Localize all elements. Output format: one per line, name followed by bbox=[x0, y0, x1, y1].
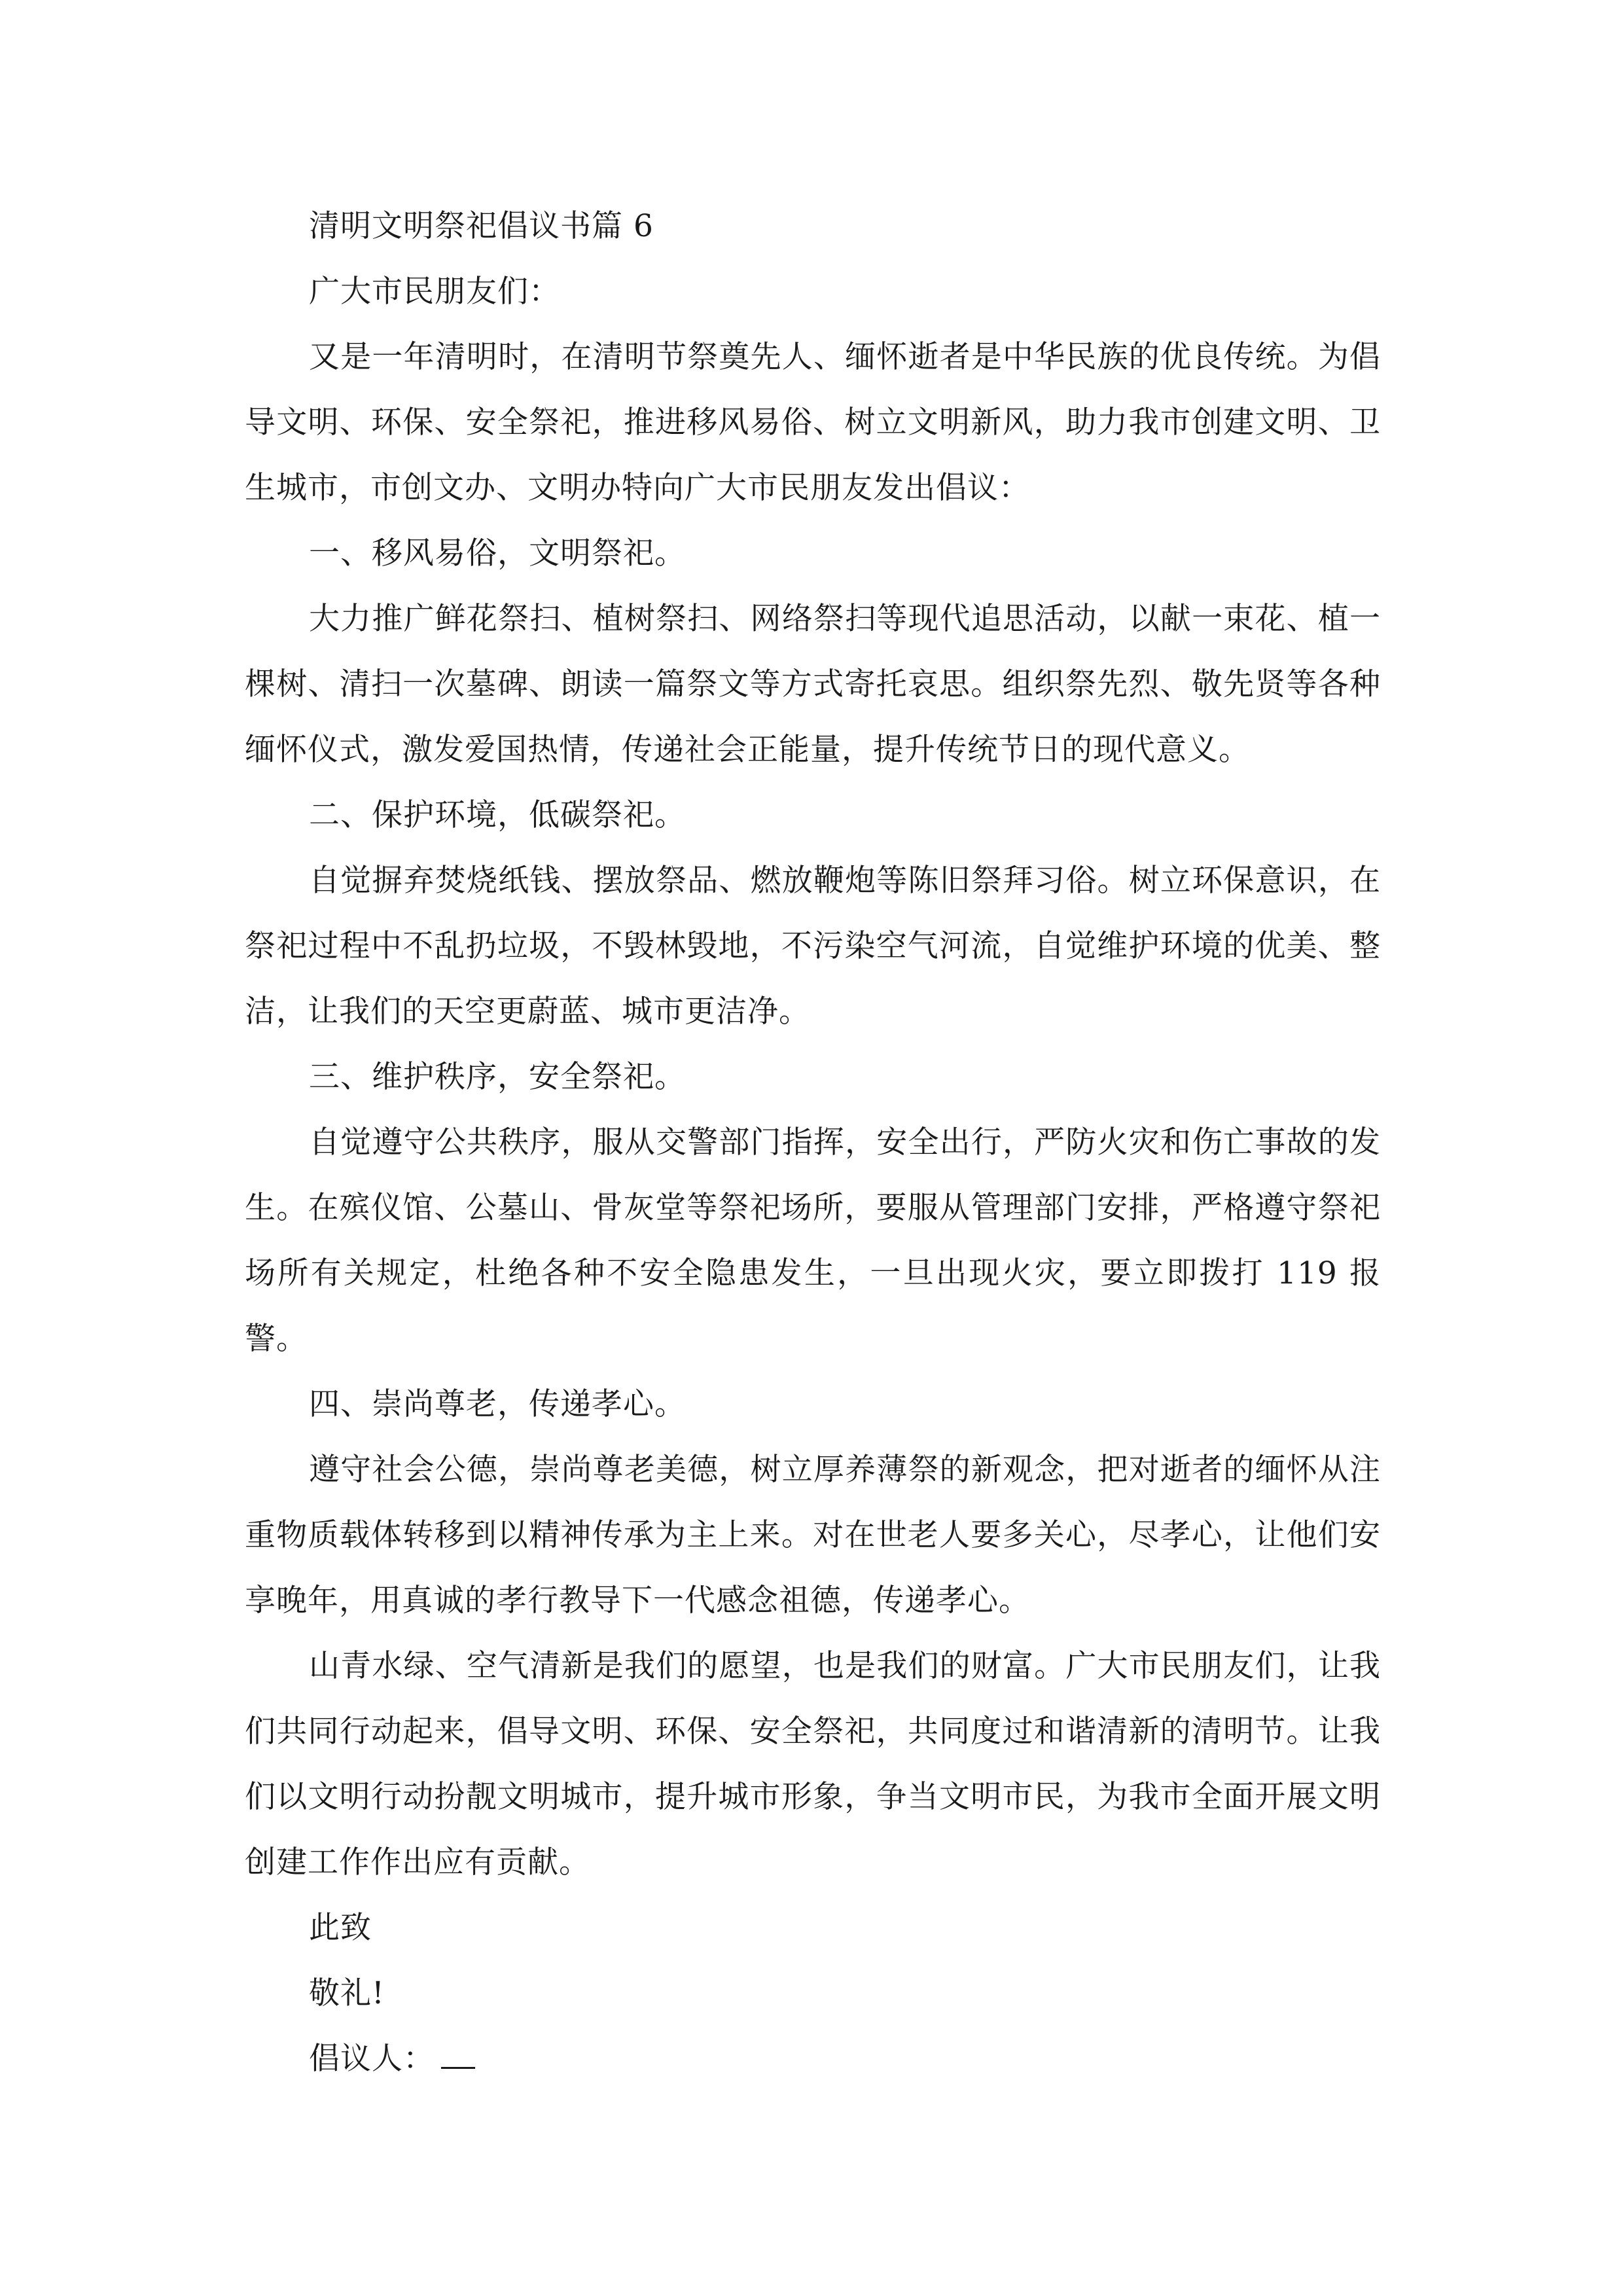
intro-paragraph: 又是一年清明时，在清明节祭奠先人、缅怀逝者是中华民族的优良传统。为倡导文明、环保、安全祭祀，推进移风易俗、树立文明新风，助力我市创建文明、卫生城市，市创文办、文明办特向广大市民朋友发出倡议： bbox=[245, 339, 1381, 506]
section-body-3: 自觉遵守公共秩序，服从交警部门指挥，安全出行，严防火灾和伤亡事故的发生。在殡仪馆、公墓山、骨灰堂等祭祀场所，要服从管理部门安排，严格遵守祭祀场所有关规定，杜绝各种不安全隐患发生，一旦出现火灾，要立即拨打 119 报警。 bbox=[245, 1124, 1381, 1357]
section-body-1: 大力推广鲜花祭扫、植树祭扫、网络祭扫等现代追思活动，以献一束花、植一棵树、清扫一次墓碑、朗读一篇祭文等方式寄托哀思。组织祭先烈、敬先贤等各种缅怀仪式，激发爱国热情，传递社会正能量，提升传统节日的现代意义。 bbox=[245, 601, 1381, 768]
section-heading-4: 四、崇尚尊老，传递孝心。 bbox=[309, 1386, 686, 1422]
section-heading-1: 一、移风易俗，文明祭祀。 bbox=[309, 535, 686, 571]
section-body-4: 遵守社会公德，崇尚尊老美德，树立厚养薄祭的新观念，把对逝者的缅怀从注重物质载体转移到以精神传承为主上来。对在世老人要多关心，尽孝心，让他们安享晚年，用真诚的孝行教导下一代感念祖德，传递孝心。 bbox=[245, 1452, 1381, 1619]
sign-off-line-2: 敬礼! bbox=[309, 1975, 385, 2011]
closing-paragraph: 山青水绿、空气清新是我们的愿望，也是我们的财富。广大市民朋友们，让我们共同行动起来，倡导文明、环保、安全祭祀，共同度过和谐清新的清明节。让我们以文明行动扮靓文明城市，提升城市形象，争当文明市民，为我市全面开展文明创建工作作出应有贡献。 bbox=[245, 1648, 1381, 1880]
document-body bbox=[245, 194, 1381, 2092]
proposer-label: 倡议人： bbox=[309, 2041, 435, 2077]
section-heading-3: 三、维护秩序，安全祭祀。 bbox=[309, 1059, 686, 1095]
document-title: 清明文明祭祀倡议书篇 6 bbox=[309, 208, 654, 244]
section-body-2: 自觉摒弃焚烧纸钱、摆放祭品、燃放鞭炮等陈旧祭拜习俗。树立环保意识，在祭祀过程中不乱扔垃圾，不毁林毁地，不污染空气河流，自觉维护环境的优美、整洁，让我们的天空更蔚蓝、城市更洁净。 bbox=[245, 863, 1381, 1030]
salutation: 广大市民朋友们： bbox=[309, 274, 560, 310]
proposer-blank bbox=[441, 2039, 475, 2069]
proposer-line bbox=[245, 2026, 1381, 2092]
section-heading-2: 二、保护环境，低碳祭祀。 bbox=[309, 797, 686, 833]
sign-off-line-1: 此致 bbox=[309, 1910, 372, 1946]
